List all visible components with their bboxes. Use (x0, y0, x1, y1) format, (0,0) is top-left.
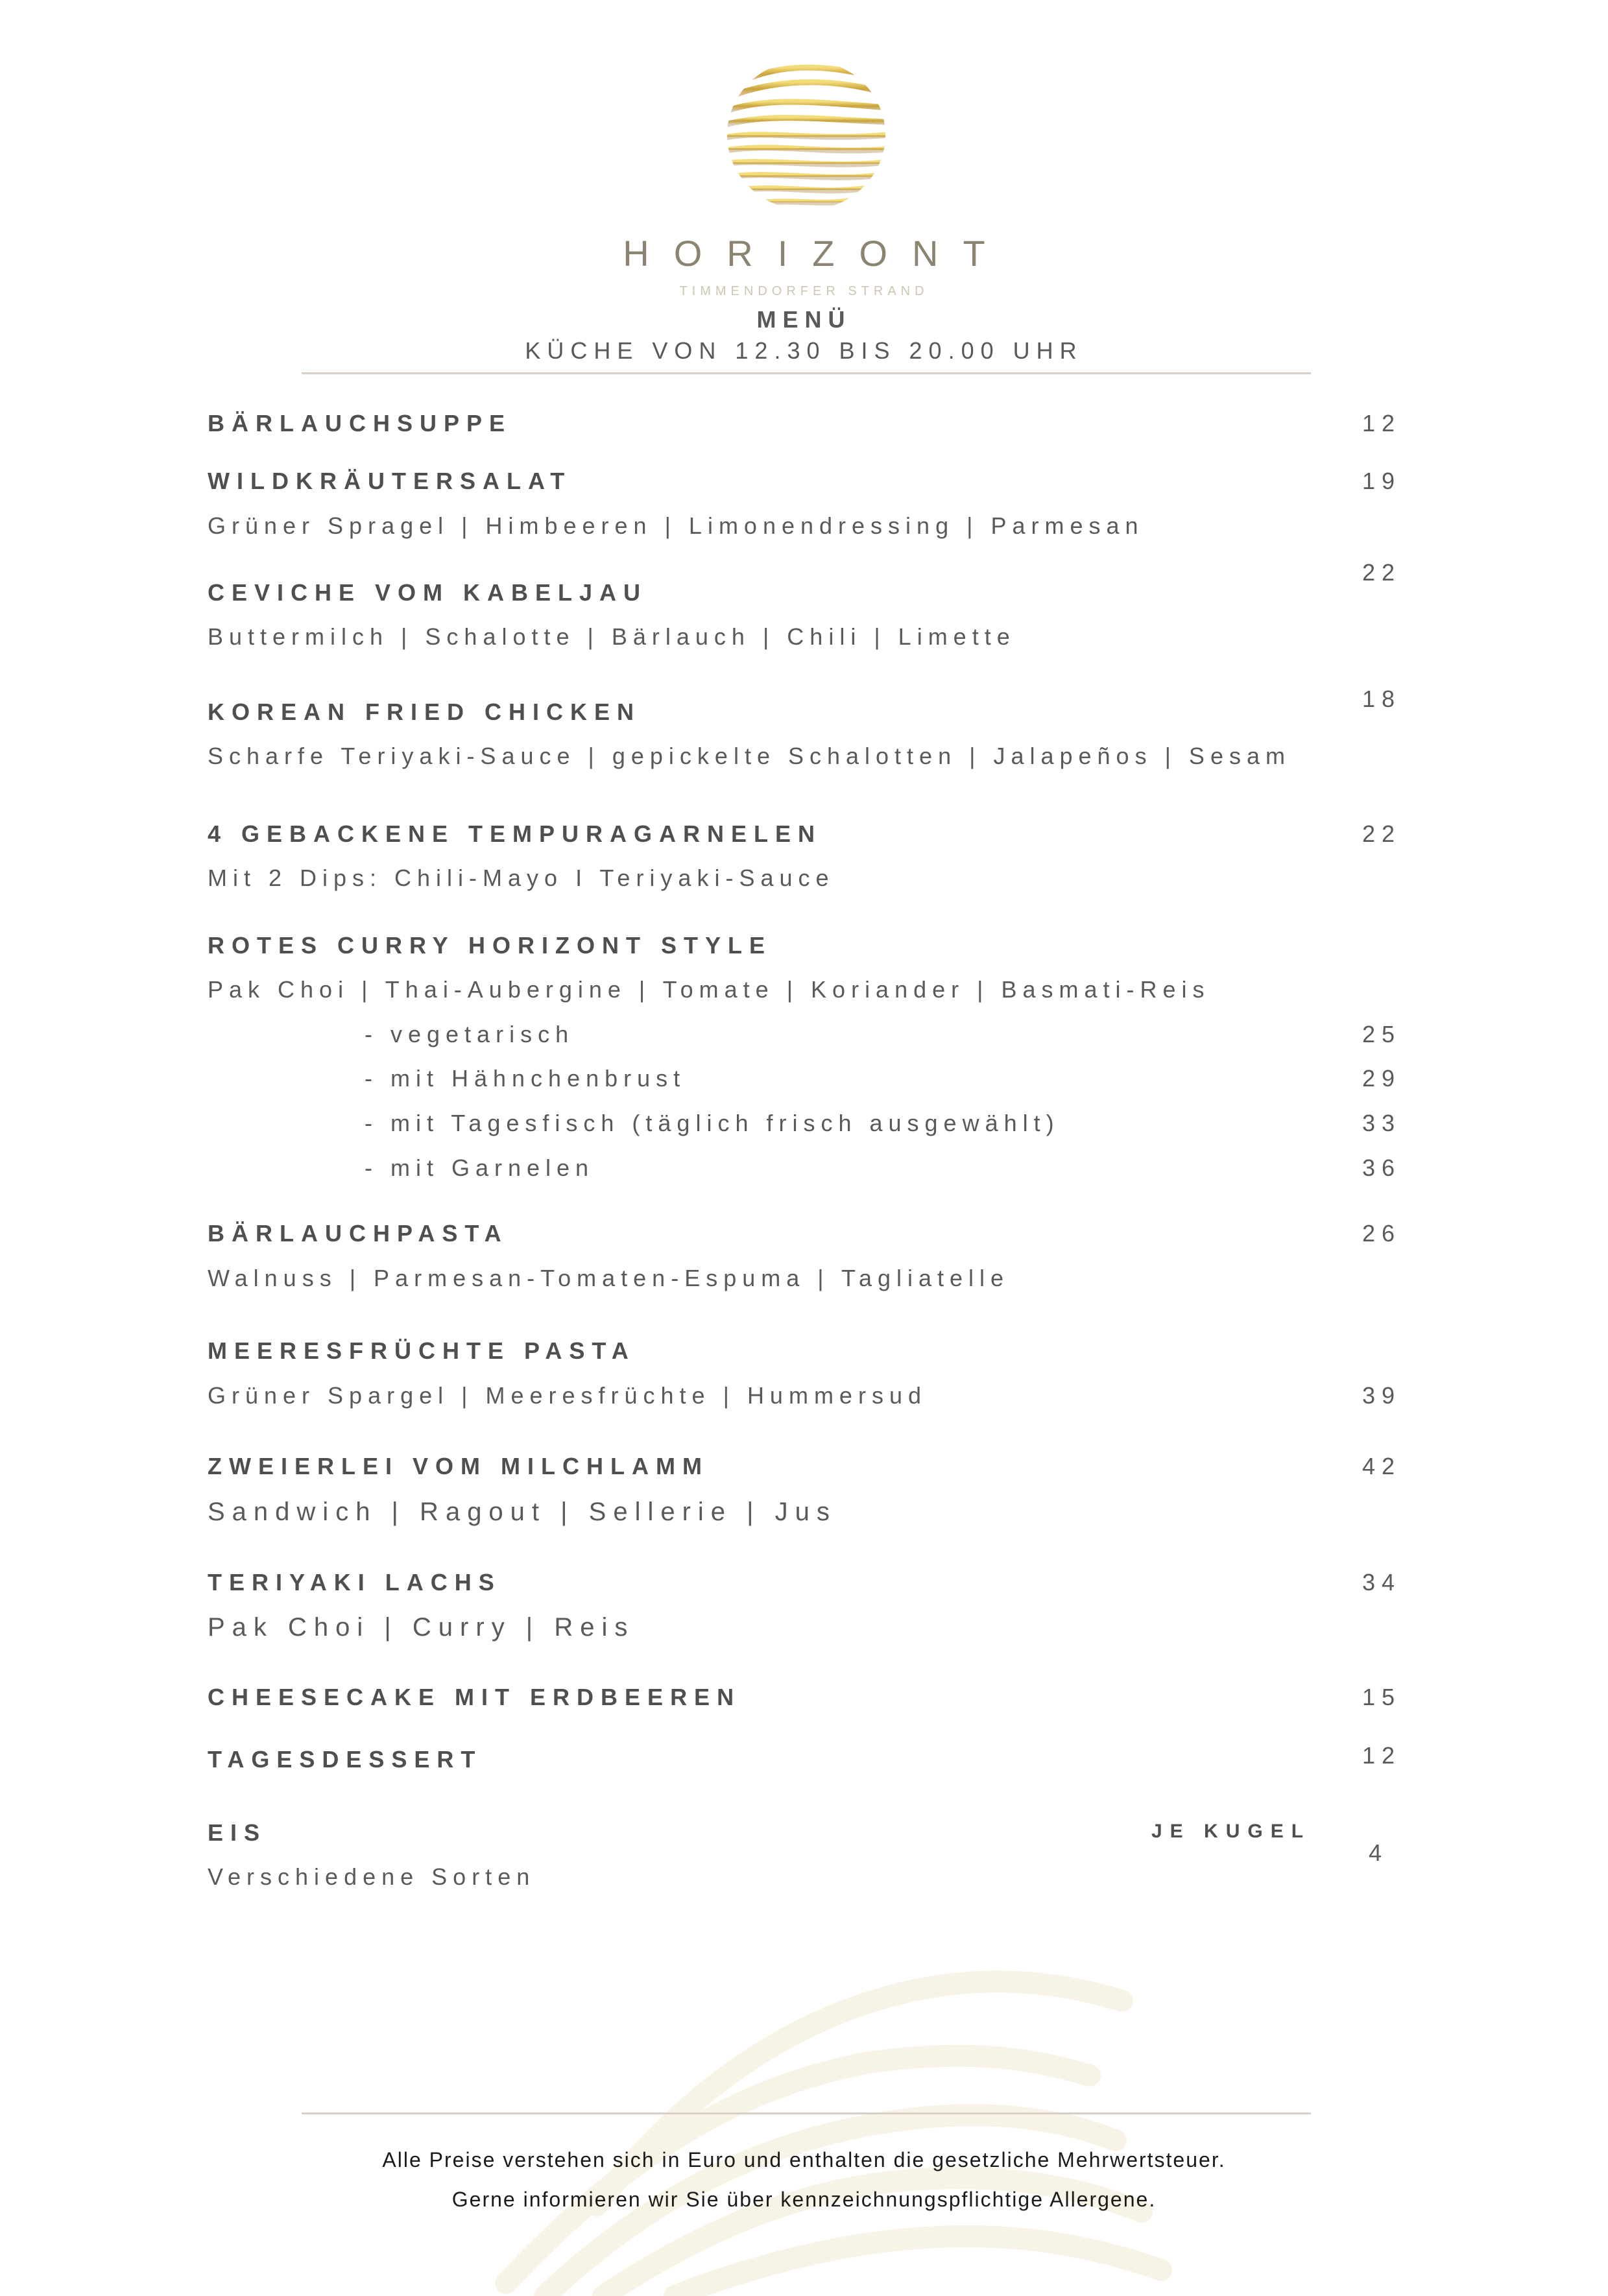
horizont-logo-icon (725, 57, 887, 213)
variant-price: 25 (1362, 1021, 1401, 1047)
variant-price: 36 (1362, 1154, 1401, 1181)
wave-watermark-icon (454, 1894, 1265, 2296)
variant-label: - mit Hähnchenbrust (365, 1065, 686, 1092)
item-title: ZWEIERLEI VOM MILCHLAMM (208, 1453, 709, 1479)
menu-title: MENÜ (756, 306, 852, 333)
item-title: CEVICHE VOM KABELJAU (208, 579, 648, 606)
item-description: Scharfe Teriyaki-Sauce | gepickelte Schalotten | Jalapeños | Sesam (208, 743, 1291, 769)
item-price: 18 (1362, 686, 1401, 712)
footer-divider (302, 2112, 1311, 2114)
variant-price: 33 (1362, 1110, 1401, 1136)
item-description: Verschiedene Sorten (208, 1863, 536, 1890)
item-title: ROTES CURRY HORIZONT STYLE (208, 932, 773, 959)
item-price: 34 (1362, 1569, 1401, 1596)
header-divider (302, 372, 1311, 374)
brand-subtitle: TIMMENDORFER STRAND (679, 284, 929, 298)
item-price: 22 (1362, 559, 1401, 586)
item-price: 15 (1362, 1684, 1401, 1710)
item-description: Walnuss | Parmesan-Tomaten-Espuma | Tagliatelle (208, 1265, 1010, 1291)
variant-label: - vegetarisch (365, 1021, 575, 1047)
variant-label: - mit Tagesfisch (täglich frisch ausgewählt) (365, 1110, 1060, 1136)
item-price: 22 (1362, 820, 1401, 847)
item-title: TERIYAKI LACHS (208, 1569, 501, 1596)
item-title: TAGESDESSERT (208, 1746, 483, 1773)
item-title: WILDKRÄUTERSALAT (208, 468, 572, 494)
item-price: 12 (1362, 1742, 1401, 1769)
item-title: MEERESFRÜCHTE PASTA (208, 1337, 636, 1364)
footer-price-note: Alle Preise verstehen sich in Euro und enthalten die gesetzliche Mehrwertsteuer. (382, 2148, 1226, 2171)
item-title: BÄRLAUCHPASTA (208, 1220, 509, 1247)
item-price: 26 (1362, 1220, 1401, 1247)
item-price: 42 (1362, 1453, 1401, 1479)
variant-price: 29 (1362, 1065, 1401, 1092)
item-price: 4 (1368, 1839, 1388, 1866)
item-title: KOREAN FRIED CHICKEN (208, 699, 642, 725)
item-description: Pak Choi | Curry | Reis (208, 1613, 635, 1642)
kitchen-hours: KÜCHE VON 12.30 BIS 20.00 UHR (525, 337, 1083, 364)
item-title: EIS (208, 1819, 267, 1846)
item-price: 12 (1362, 410, 1401, 436)
item-description: Pak Choi | Thai-Aubergine | Tomate | Koriander | Basmati-Reis (208, 976, 1210, 1003)
item-description: Mit 2 Dips: Chili-Mayo I Teriyaki-Sauce (208, 865, 835, 891)
item-description: Grüner Spragel | Himbeeren | Limonendressing | Parmesan (208, 512, 1144, 539)
item-title: CHEESECAKE MIT ERDBEEREN (208, 1684, 741, 1710)
variant-label: - mit Garnelen (365, 1154, 595, 1181)
item-description: Buttermilch | Schalotte | Bärlauch | Chili | Limette (208, 623, 1016, 650)
item-unit: JE KUGEL (1151, 1821, 1312, 1842)
item-price: 19 (1362, 468, 1401, 494)
item-price: 39 (1362, 1382, 1401, 1409)
item-description: Sandwich | Ragout | Sellerie | Jus (208, 1498, 837, 1526)
item-description: Grüner Spargel | Meeresfrüchte | Hummersud (208, 1382, 927, 1409)
brand-name: HORIZONT (623, 233, 1010, 274)
item-title: BÄRLAUCHSUPPE (208, 410, 512, 436)
footer-allergen-note: Gerne informieren wir Sie über kennzeichnungspflichtige Allergene. (451, 2188, 1157, 2211)
item-title: 4 GEBACKENE TEMPURAGARNELEN (208, 820, 822, 847)
